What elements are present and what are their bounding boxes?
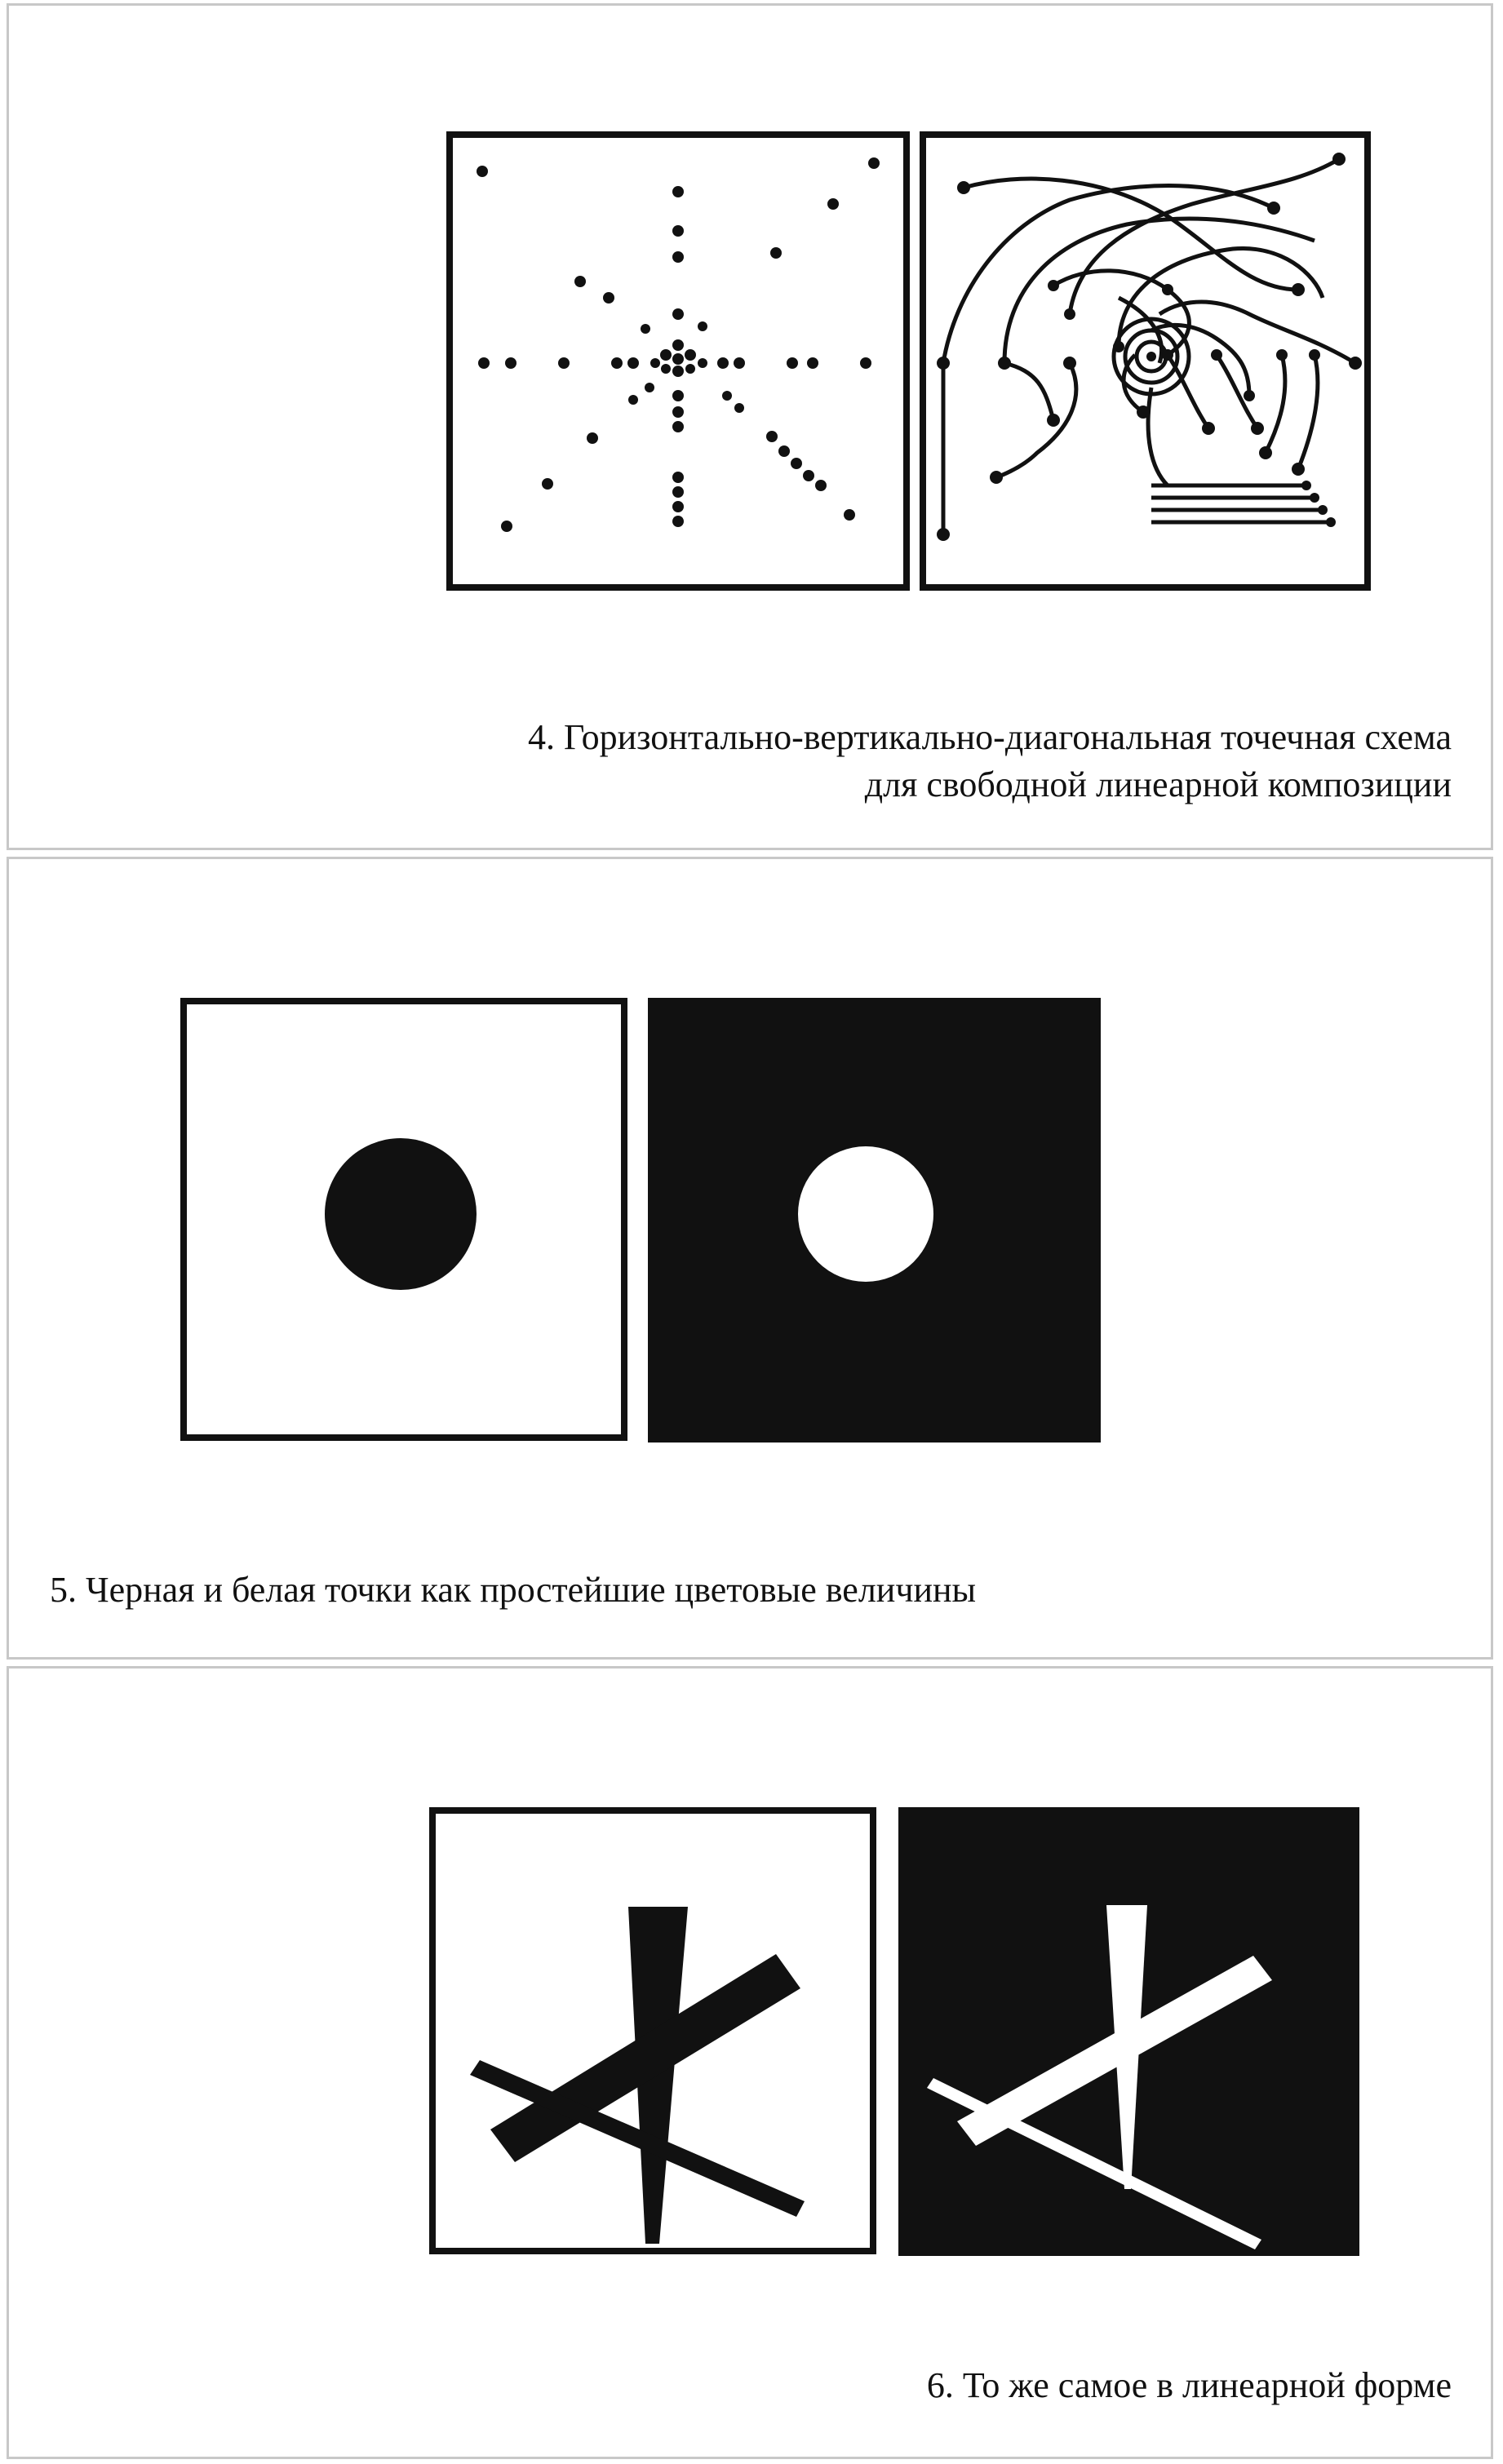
figure-4-illustration — [433, 126, 1380, 600]
figure-5-panel — [7, 857, 1493, 1660]
figure-5-caption: 5. Черная и белая точки как простейшие цветовые величины — [50, 1570, 977, 1610]
black-dot — [325, 1138, 477, 1290]
figure-4-caption-line-2: для свободной линеарной композиции — [864, 764, 1452, 804]
figure-6-panel — [7, 1666, 1493, 2459]
figure-5-illustration — [172, 990, 1111, 1447]
figure-4-panel — [7, 3, 1493, 850]
figure-6-illustration — [421, 1799, 1368, 2264]
figure-4-caption-line-1: 4. Горизонтально-вертикально-диагональная точечная схема — [528, 717, 1452, 757]
white-dot — [798, 1146, 933, 1282]
figure-6-caption: 6. То же самое в линеарной форме — [926, 2365, 1452, 2405]
